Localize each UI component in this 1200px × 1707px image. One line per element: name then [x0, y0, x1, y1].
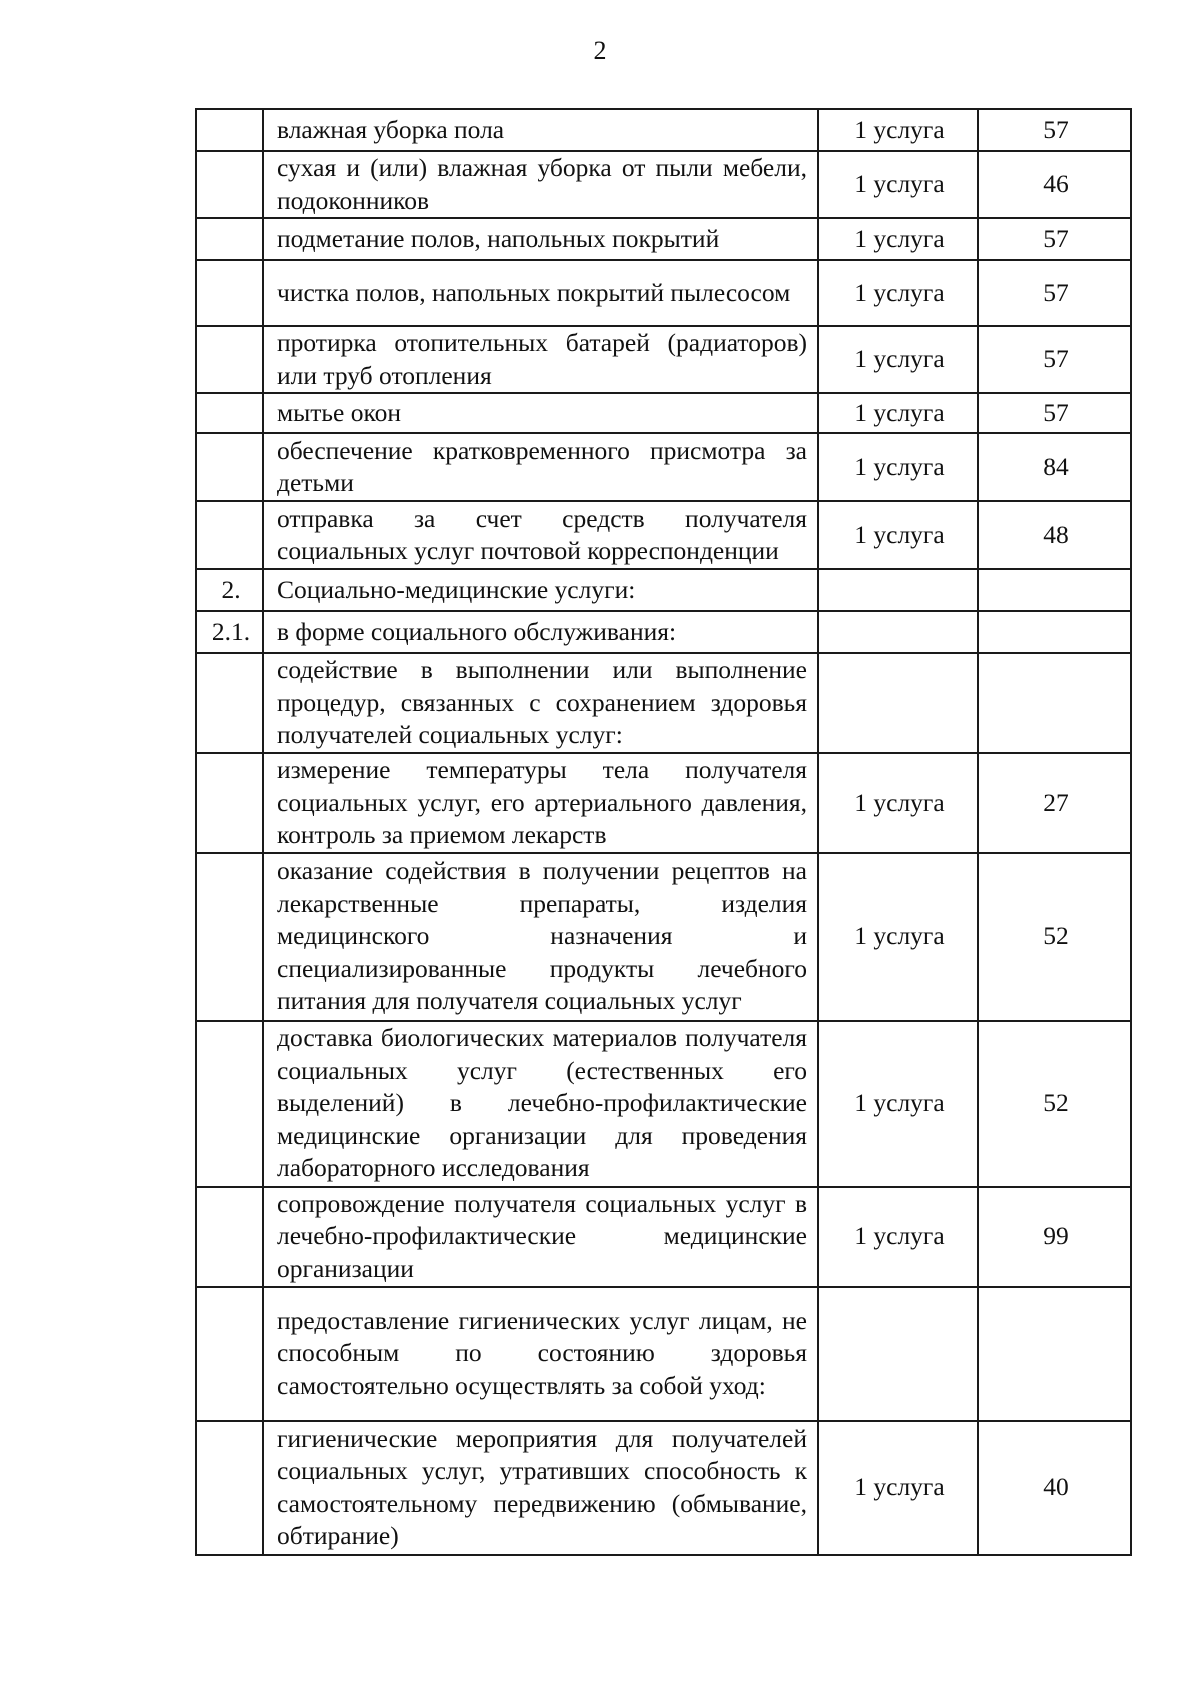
price-cell: 46 [978, 151, 1131, 218]
row-number-cell [196, 1187, 263, 1287]
table-row [196, 1021, 1131, 1187]
page-number: 2 [593, 36, 607, 65]
row-number-cell [196, 1021, 263, 1187]
unit-cell: 1 услуга [818, 433, 978, 501]
price-cell [978, 1287, 1131, 1421]
price-cell: 52 [978, 1021, 1131, 1187]
price-cell: 27 [978, 753, 1131, 853]
table-row [196, 753, 1131, 853]
row-number-cell [196, 1421, 263, 1555]
unit-cell [818, 1287, 978, 1421]
service-name-cell: влажная уборка пола [263, 109, 818, 151]
row-number-cell [196, 393, 263, 433]
price-cell: 57 [978, 218, 1131, 260]
unit-cell: 1 услуга [818, 260, 978, 326]
table-row [196, 109, 1131, 151]
unit-cell [818, 653, 978, 753]
service-name-cell: сопровождение получателя социальных услуг в лечебно-профилактические медицинские организации [263, 1187, 818, 1287]
price-cell: 40 [978, 1421, 1131, 1555]
service-name-cell: оказание содействия в получении рецептов на лекарственные препараты, изделия медицинского назначения и специализированные продукты лечебного питания для получателя социальных услуг [263, 853, 818, 1021]
row-number-cell [196, 501, 263, 569]
price-cell: 52 [978, 853, 1131, 1021]
unit-cell: 1 услуга [818, 1021, 978, 1187]
row-number-cell [196, 109, 263, 151]
table-row [196, 218, 1131, 260]
price-cell: 57 [978, 109, 1131, 151]
unit-cell: 1 услуга [818, 853, 978, 1021]
row-number-cell [196, 433, 263, 501]
subheading-cell: предоставление гигиенических услуг лицам, не способным по состоянию здоровья самостоятельно осуществлять за собой уход: [263, 1287, 818, 1421]
table-row [196, 1421, 1131, 1555]
service-name-cell: обеспечение кратковременного присмотра за детьми [263, 433, 818, 501]
unit-cell: 1 услуга [818, 109, 978, 151]
subheading-cell: содействие в выполнении или выполнение процедур, связанных с сохранением здоровья получателей социальных услуг: [263, 653, 818, 753]
service-name-cell: доставка биологических материалов получателя социальных услуг (естественных его выделений) в лечебно-профилактические медицинские организации для проведения лабораторного исследования [263, 1021, 818, 1187]
table-row [196, 393, 1131, 433]
table-row [196, 853, 1131, 1021]
price-cell: 57 [978, 260, 1131, 326]
subheading-row [196, 653, 1131, 753]
unit-cell: 1 услуга [818, 753, 978, 853]
service-name-cell: протирка отопительных батарей (радиаторов) или труб отопления [263, 326, 818, 393]
unit-cell [818, 569, 978, 611]
service-name-cell: отправка за счет средств получателя социальных услуг почтовой корреспонденции [263, 501, 818, 569]
unit-cell: 1 услуга [818, 326, 978, 393]
section-title-cell: в форме социального обслуживания: [263, 611, 818, 653]
unit-cell: 1 услуга [818, 393, 978, 433]
table-row [196, 326, 1131, 393]
unit-cell: 1 услуга [818, 151, 978, 218]
row-number-cell [196, 260, 263, 326]
table-row [196, 151, 1131, 218]
service-name-cell: сухая и (или) влажная уборка от пыли мебели, подоконников [263, 151, 818, 218]
service-name-cell: измерение температуры тела получателя социальных услуг, его артериального давления, контроль за приемом лекарств [263, 753, 818, 853]
table-row [196, 501, 1131, 569]
price-cell: 99 [978, 1187, 1131, 1287]
service-name-cell: мытье окон [263, 393, 818, 433]
price-cell [978, 611, 1131, 653]
section-title-cell: Социально-медицинские услуги: [263, 569, 818, 611]
unit-cell: 1 услуга [818, 1421, 978, 1555]
table-row [196, 1187, 1131, 1287]
unit-cell [818, 611, 978, 653]
row-number-cell [196, 1287, 263, 1421]
service-name-cell: чистка полов, напольных покрытий пылесосом [263, 260, 818, 326]
section-row [196, 611, 1131, 653]
table-row [196, 433, 1131, 501]
services-price-table [195, 108, 1132, 1556]
price-cell [978, 569, 1131, 611]
unit-cell: 1 услуга [818, 1187, 978, 1287]
price-cell: 57 [978, 393, 1131, 433]
row-number-cell [196, 853, 263, 1021]
row-number-cell [196, 326, 263, 393]
table-row [196, 260, 1131, 326]
subheading-row [196, 1287, 1131, 1421]
section-number-cell: 2. [196, 569, 263, 611]
unit-cell: 1 услуга [818, 501, 978, 569]
row-number-cell [196, 653, 263, 753]
section-row [196, 569, 1131, 611]
row-number-cell [196, 753, 263, 853]
price-cell: 84 [978, 433, 1131, 501]
row-number-cell [196, 218, 263, 260]
price-cell: 57 [978, 326, 1131, 393]
price-cell [978, 653, 1131, 753]
price-cell: 48 [978, 501, 1131, 569]
unit-cell: 1 услуга [818, 218, 978, 260]
service-name-cell: гигиенические мероприятия для получателей социальных услуг, утративших способность к самостоятельному передвижению (обмывание, обтирание) [263, 1421, 818, 1555]
service-name-cell: подметание полов, напольных покрытий [263, 218, 818, 260]
table-body [196, 109, 1131, 1555]
section-number-cell: 2.1. [196, 611, 263, 653]
row-number-cell [196, 151, 263, 218]
